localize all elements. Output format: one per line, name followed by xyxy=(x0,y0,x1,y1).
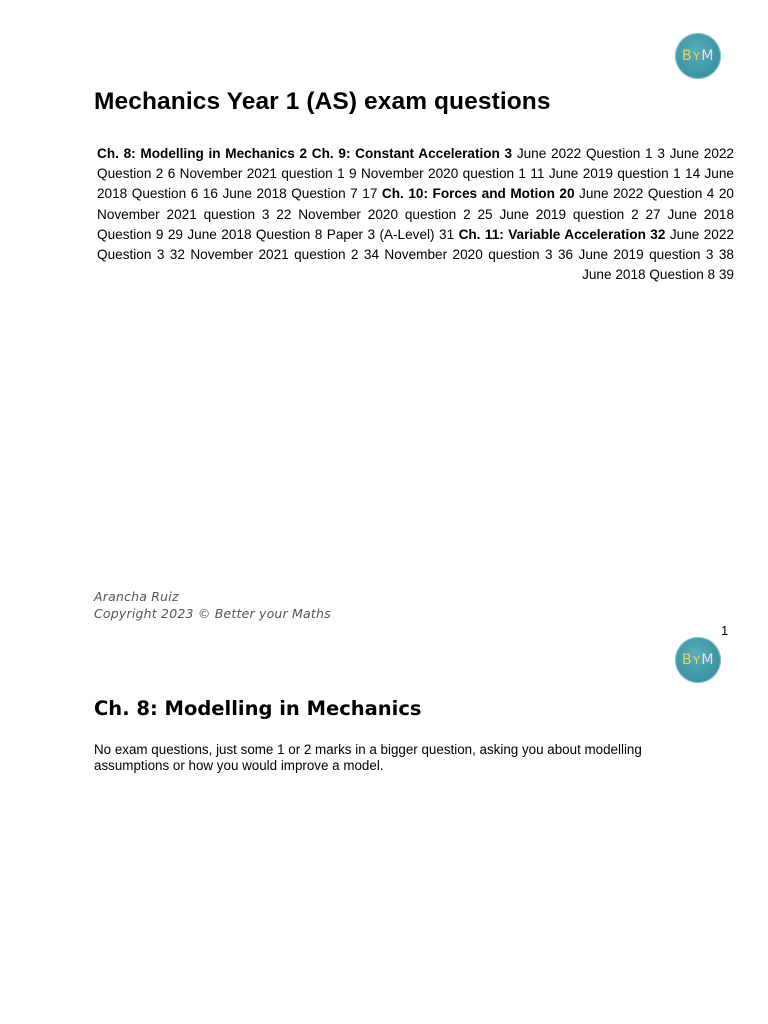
document-title: Mechanics Year 1 (AS) exam questions xyxy=(94,88,551,115)
logo-letter-b: B xyxy=(682,48,693,64)
logo-letter-b: B xyxy=(682,652,693,668)
bym-logo xyxy=(675,637,721,683)
toc-entry-text: June 2022 Question 1 3 June 2022 Question 2 6 November 2021 question 1 9 November 2020 question 1 11 June 2019 question 1 14 June 2018 Question 6 16 June 2018 Question 7 17 xyxy=(97,146,734,202)
section-heading: Ch. 8: Modelling in Mechanics xyxy=(94,697,422,720)
page-number: 1 xyxy=(721,623,729,638)
toc-chapter-entry: Ch. 10: Forces and Motion 20 xyxy=(381,186,575,202)
toc-entry-text: June 2022 Question 3 32 November 2021 question 2 34 November 2020 question 3 36 June 2019 question 3 38 June 2018 Question 8 39 xyxy=(97,226,734,283)
toc-entry-text: June 2022 Question 4 20 November 2021 question 3 22 November 2020 question 2 25 June 2019 question 2 27 June 2018 Question 9 29 June 2018 Question 8 Paper 3 (A-Level) 31 xyxy=(97,186,734,242)
author-name: Arancha Ruiz xyxy=(94,589,179,604)
logo-letter-m: M xyxy=(701,652,714,668)
toc-chapter-entry: Ch. 8: Modelling in Mechanics 2 xyxy=(97,146,308,161)
bym-logo xyxy=(675,33,721,79)
logo-letter-m: M xyxy=(701,48,714,64)
logo-letter-y: Y xyxy=(693,653,701,667)
table-of-contents xyxy=(97,144,734,285)
copyright-notice: Copyright 2023 © Better your Maths xyxy=(94,606,331,621)
toc-chapter-entry: Ch. 9: Constant Acceleration 3 xyxy=(311,146,513,161)
section-paragraph: No exam questions, just some 1 or 2 marks in a bigger question, asking you about modelling assumptions or how you would improve a model. xyxy=(94,742,642,773)
author-footer xyxy=(94,588,331,622)
toc-chapter-entry: Ch. 11: Variable Acceleration 32 xyxy=(458,226,666,242)
logo-letter-y: Y xyxy=(693,49,701,63)
